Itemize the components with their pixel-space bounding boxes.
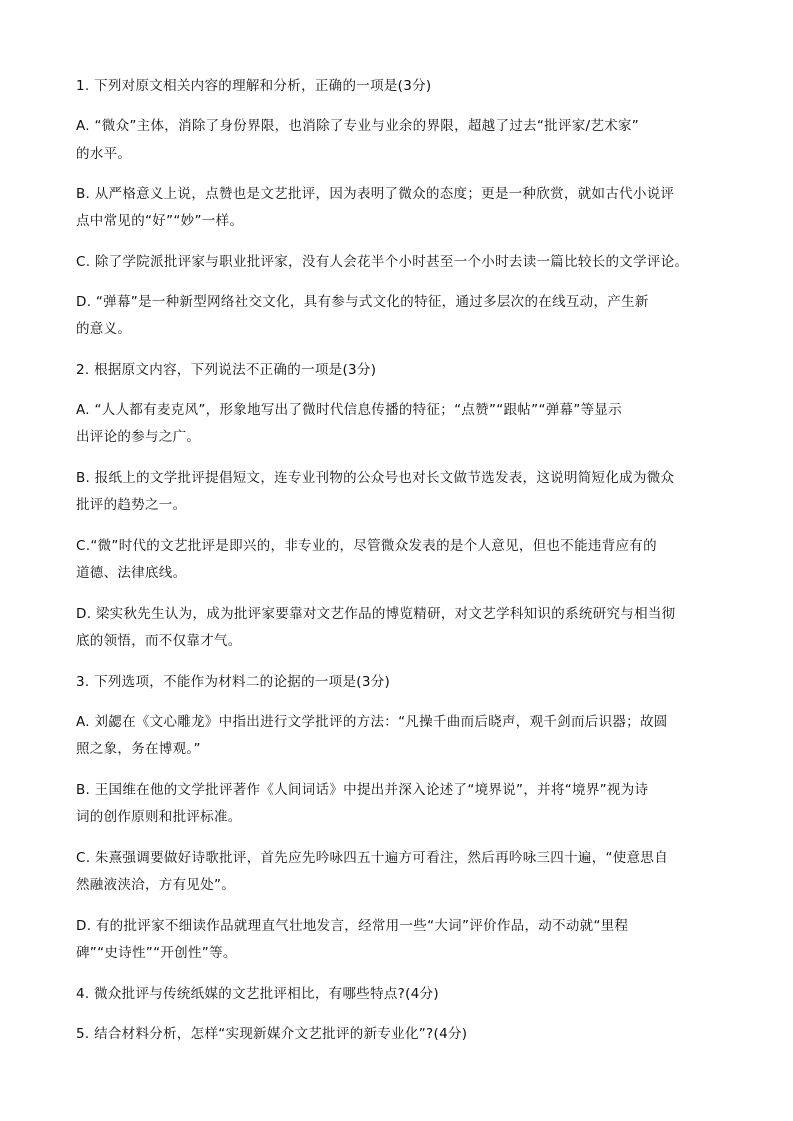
q3-option-d-line-2: 碑”“史诗性”“开创性”等。: [76, 945, 237, 961]
q1-option-b-line-1: B. 从严格意义上说，点赞也是文艺批评，因为表明了微众的态度；更是一种欣赏，就如古代小说评: [76, 186, 675, 202]
q1-option-b-line-2: 点中常见的“好”“妙”一样。: [76, 213, 244, 229]
q3-option-b-line-1: B. 王国维在他的文学批评著作《人间词话》中提出并深入论述了“境界说”，并将“境界”视为诗: [76, 782, 649, 798]
question-4-stem: 4. 微众批评与传统纸媒的文艺批评相比，有哪些特点?(4分): [76, 986, 439, 1002]
q2-option-a-line-1: A. “人人都有麦克风”，形象地写出了微时代信息传播的特征；“点赞”“跟帖”“弹幕”等显示: [76, 402, 623, 418]
q2-option-a-line-2: 出评论的参与之广。: [76, 429, 201, 445]
q1-option-a-line-1: A. “微众”主体，消除了身份界限，也消除了专业与业余的界限，超越了过去“批评家/艺术家”: [76, 118, 640, 134]
q3-option-d-line-1: D. 有的批评家不细读作品就理直气壮地发言，经常用一些“大词”评价作品，动不动就“里程: [76, 918, 629, 934]
q3-option-a-line-2: 照之象，务在博观。”: [76, 741, 201, 757]
q2-option-b-line-2: 批评的趋势之一。: [76, 497, 187, 513]
q1-option-c-line-1: C. 除了学院派批评家与职业批评家，没有人会花半个小时甚至一个小时去读一篇比较长的文学评论。: [76, 254, 689, 270]
q3-option-c-line-2: 然融液浃洽，方有见处”。: [76, 877, 236, 893]
q2-option-d-line-1: D. 梁实秋先生认为，成为批评家要靠对文艺作品的博览精研，对文艺学科知识的系统研究与相当彻: [76, 606, 676, 622]
q3-option-b-line-2: 词的创作原则和批评标准。: [76, 809, 242, 825]
question-1-stem: 1. 下列对原文相关内容的理解和分析，正确的一项是(3分): [76, 78, 432, 94]
q2-option-d-line-2: 底的领悟，而不仅靠才气。: [76, 633, 242, 649]
q3-option-c-line-1: C. 朱熹强调要做好诗歌批评，首先应先吟咏四五十遍方可看注，然后再吟咏三四十遍，“使意思自: [76, 850, 669, 866]
question-3-stem: 3. 下列选项，不能作为材料二的论据的一项是(3分): [76, 674, 391, 690]
question-5-stem: 5. 结合材料分析，怎样“实现新媒介文艺批评的新专业化”?(4分): [76, 1026, 468, 1042]
q1-option-d-line-1: D. “弹幕”是一种新型网络社交文化，具有参与式文化的特征，通过多层次的在线互动，产生新: [76, 294, 649, 310]
q2-option-c-line-2: 道德、法律底线。: [76, 565, 187, 581]
question-2-stem: 2. 根据原文内容，下列说法不正确的一项是(3分): [76, 362, 377, 378]
q3-option-a-line-1: A. 刘勰在《文心雕龙》中指出进行文学批评的方法：“凡操千曲而后晓声，观千剑而后识器；故圆: [76, 714, 668, 730]
q2-option-c-line-1: C.“微”时代的文艺批评是即兴的，非专业的，尽管微众发表的是个人意见，但也不能违背应有的: [76, 538, 657, 554]
q1-option-d-line-2: 的意义。: [76, 321, 132, 337]
q1-option-a-line-2: 的水平。: [76, 146, 132, 162]
q2-option-b-line-1: B. 报纸上的文学批评提倡短文，连专业刊物的公众号也对长文做节选发表，这说明简短化成为微众: [76, 470, 675, 486]
